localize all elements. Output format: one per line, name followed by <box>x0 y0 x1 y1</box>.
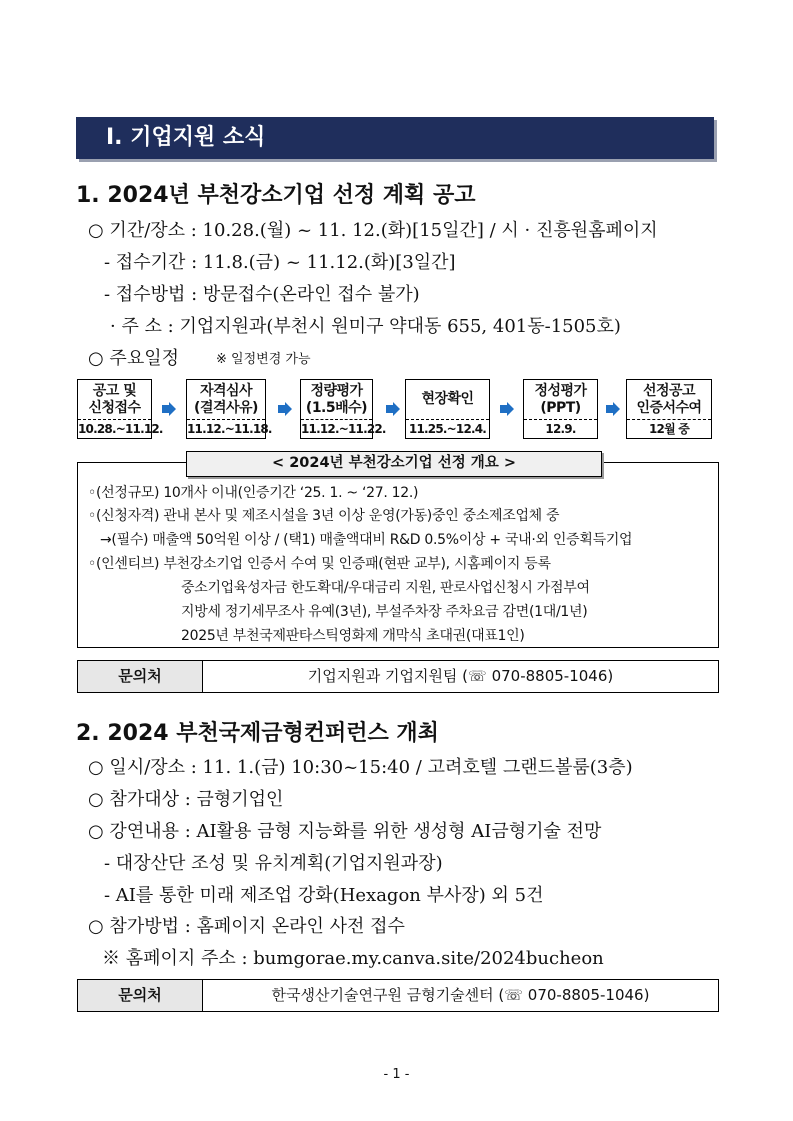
step-title: 현장확인 <box>421 391 474 407</box>
contact-label: 문의처 <box>78 661 203 692</box>
reception-line: - 접수기간 : 11.8.(금) ~ 11.12.(화)[3일간] <box>104 252 456 273</box>
summary-line: ◦(신청자격) 관내 본사 및 제조시설을 3년 이상 운영(가동)중인 중소제조업체 중 <box>88 508 560 524</box>
timeline-step <box>77 379 163 439</box>
arrow-icon <box>162 402 176 416</box>
section2-heading: 2. 2024 부천국제금형컨퍼런스 개최 <box>76 721 439 746</box>
arrow-icon <box>386 402 400 416</box>
step-title: 정성평가 (PPT) <box>534 383 587 416</box>
contact-value: 한국생산기술연구원 금형기술센터 (☏ 070-8805-1046) <box>271 986 650 1004</box>
event-line: ○ 참가대상 : 금형기업인 <box>88 789 284 810</box>
arrow-icon <box>606 402 620 416</box>
step-date: 11.25.~12.4. <box>406 419 489 438</box>
section1-heading: 1. 2024년 부천강소기업 선정 계획 공고 <box>76 183 476 208</box>
timeline-step <box>300 379 386 439</box>
step-date: 10.28.~11.12. <box>78 419 151 438</box>
step-date: 11.12.~11.22. <box>301 419 372 438</box>
step-title: 정량평가 (1.5배수) <box>305 383 368 416</box>
page-number: - 1 - <box>383 1067 410 1082</box>
contact-row <box>77 979 719 1012</box>
contact-value: 기업지원과 기업지원팀 (☏ 070-8805-1046) <box>307 667 614 685</box>
summary-line: →(필수) 매출액 50억원 이상 / (택1) 매출액대비 R&D 0.5%이상 + 국내·외 인증획득기업 <box>100 532 633 548</box>
timeline-step <box>523 379 598 439</box>
step-date: 11.12.~11.18. <box>187 419 265 438</box>
section-banner <box>76 117 714 159</box>
contact-label: 문의처 <box>78 980 203 1011</box>
banner-title: Ⅰ. 기업지원 소식 <box>106 125 266 150</box>
arrow-icon <box>500 402 514 416</box>
step-title: 선정공고 인증서수여 <box>636 383 702 416</box>
schedule-label: ○ 주요일정 <box>88 348 179 369</box>
step-date: 12월 중 <box>627 419 711 438</box>
schedule-note: ※ 일정변경 가능 <box>216 352 311 367</box>
summary-line: 지방세 정기세무조사 유예(3년), 부설주차장 주차요금 감면(1대/1년) <box>181 604 588 620</box>
timeline-step <box>626 379 712 439</box>
period-line: ○ 기간/장소 : 10.28.(월) ~ 11. 12.(화)[15일간] / 시 · 진흥원홈페이지 <box>88 220 658 241</box>
summary-line: ◦(선정규모) 10개사 이내(인증기간 ‘25. 1. ~ ‘27. 12.) <box>88 485 419 501</box>
event-line: - AI를 통한 미래 제조업 강화(Hexagon 부사장) 외 5건 <box>104 885 544 906</box>
contact-row <box>77 660 719 693</box>
step-date: 12.9. <box>524 419 597 438</box>
summary-line: 2025년 부천국제판타스틱영화제 개막식 초대권(대표1인) <box>181 628 525 644</box>
step-title: 자격심사 (결격사유) <box>194 383 258 416</box>
arrow-icon <box>278 402 292 416</box>
event-line: - 대장산단 조성 및 유치계획(기업지원과장) <box>104 853 443 874</box>
summary-line: ◦(인센티브) 부천강소기업 인증서 수여 및 인증패(현판 교부), 시홈페이지 등록 <box>88 556 551 572</box>
timeline-step <box>405 379 490 439</box>
homepage-line: ※ 홈페이지 주소 : bumgorae.my.canva.site/2024bucheon <box>102 948 604 969</box>
summary-line: 중소기업육성자금 한도확대/우대금리 지원, 판로사업신청시 가점부여 <box>181 580 590 596</box>
event-line: ○ 참가방법 : 홈페이지 온라인 사전 접수 <box>88 916 405 937</box>
timeline-step <box>186 379 272 439</box>
method-line: - 접수방법 : 방문접수(온라인 접수 불가) <box>104 284 420 305</box>
step-title: 공고 및 신청접수 <box>88 383 141 416</box>
event-line: ○ 강연내용 : AI활용 금형 지능화를 위한 생성형 AI금형기술 전망 <box>88 821 602 842</box>
summary-title: < 2024년 부천강소기업 선정 개요 > <box>186 451 602 477</box>
event-line: ○ 일시/장소 : 11. 1.(금) 10:30~15:40 / 고려호텔 그랜드볼룸(3층) <box>88 757 633 778</box>
address-line: · 주 소 : 기업지원과(부천시 원미구 약대동 655, 401동-1505호) <box>110 316 621 337</box>
